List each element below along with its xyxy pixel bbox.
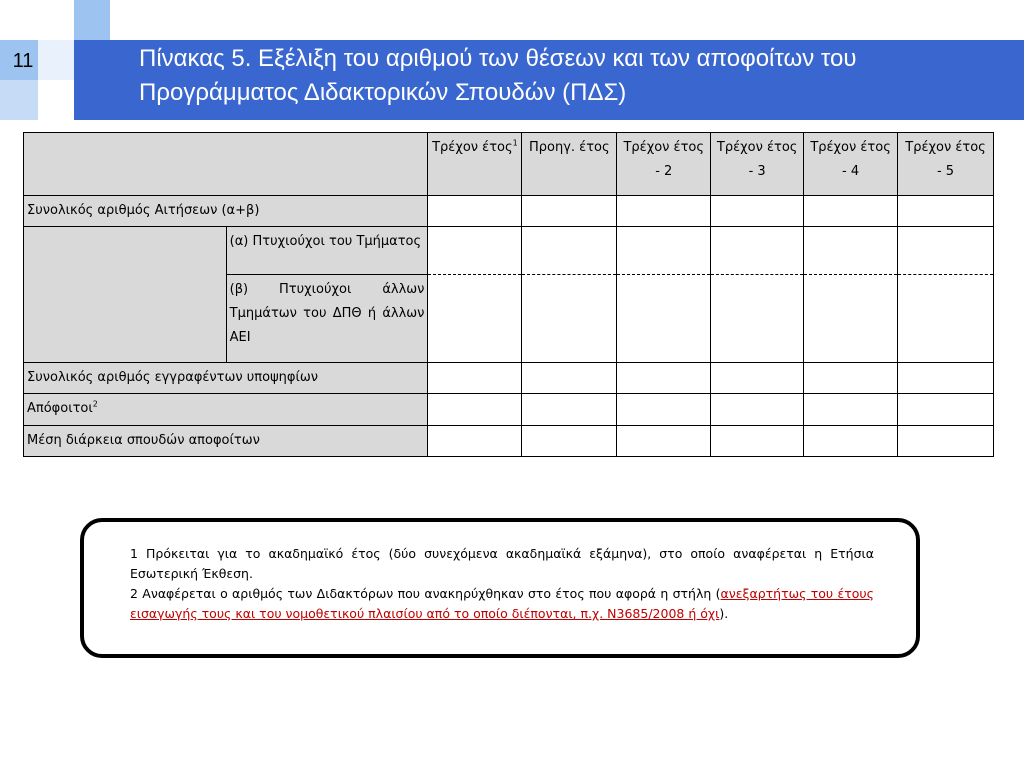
table-cell	[711, 363, 804, 394]
table-cell	[522, 275, 617, 363]
table-cell	[522, 394, 617, 426]
data-table	[23, 132, 994, 457]
decor-square-lower	[0, 80, 38, 120]
table-cell	[617, 426, 711, 457]
table-cell	[711, 426, 804, 457]
row-label-enrolled: Συνολικός αριθμός εγγραφέντων υποψηφίων	[24, 363, 428, 394]
decor-square-top	[74, 0, 110, 40]
column-header: Τρέχον έτος - 4	[804, 133, 898, 196]
table-cell	[617, 363, 711, 394]
footnote-2-highlight: ανεξαρτήτως του έτους εισαγωγής τους και του νομοθετικού πλαισίου από το οποίο διέπονται, π.χ. Ν3685/2008 ή όχι	[130, 586, 874, 621]
table-cell	[898, 363, 994, 394]
header-corner-cell	[24, 133, 428, 196]
slide-title: Πίνακας 5. Εξέλιξη του αριθμού των θέσεων και των αποφοίτων του Προγράμματος Διδακτορικών Σπουδών (ΠΔΣ)	[139, 45, 857, 106]
column-header: Τρέχον έτος$^1$	[428, 133, 522, 196]
row-label-total-applications: Συνολικός αριθμός Αιτήσεων (α+β)	[24, 196, 428, 227]
row-label-graduates: Απόφοιτοι$^2$	[24, 394, 428, 426]
column-header: Τρέχον έτος - 5	[898, 133, 994, 196]
table-cell	[617, 394, 711, 426]
table-cell	[804, 426, 898, 457]
table-row	[24, 426, 994, 457]
table-cell	[898, 426, 994, 457]
table-cell	[804, 275, 898, 363]
footnote-box	[80, 518, 920, 658]
table-cell	[804, 196, 898, 227]
header-row	[24, 133, 994, 196]
table-cell	[898, 227, 994, 275]
row-group-empty-cell	[24, 227, 227, 363]
footnote-1: 1 Πρόκειται για το ακαδημαϊκό έτος (δύο συνεχόμενα ακαδημαϊκά εξάμηνα), στο οποίο αναφέρεται η Ετήσια Εσωτερική Έκθεση.	[130, 546, 874, 581]
slide-number: 11	[12, 50, 34, 72]
footnote-2: 2 Αναφέρεται ο αριθμός των Διδακτόρων που ανακηρύχθηκαν στο έτος που αφορά η στήλη (ανεξαρτήτως του έτους εισαγωγής τους και του νομοθετικού πλαισίου από το οποίο διέπονται, π.χ. Ν3685/2008 ή όχι).	[130, 586, 874, 621]
table-cell	[898, 275, 994, 363]
row-label-sub-a: (α) Πτυχιούχοι του Τμήματος	[226, 227, 428, 275]
column-header: Τρέχον έτος - 3	[711, 133, 804, 196]
table-cell	[804, 227, 898, 275]
table-cell	[522, 196, 617, 227]
decor-square-mid	[38, 40, 74, 80]
table-cell	[711, 275, 804, 363]
table-cell	[898, 196, 994, 227]
table-cell	[617, 227, 711, 275]
table-row	[24, 196, 994, 227]
table-cell	[898, 394, 994, 426]
table-cell	[617, 275, 711, 363]
table-cell	[428, 275, 522, 363]
table-cell	[428, 363, 522, 394]
table-row	[24, 227, 994, 275]
table-cell	[522, 363, 617, 394]
table-cell	[428, 426, 522, 457]
table-cell	[711, 196, 804, 227]
table-row	[24, 394, 994, 426]
table-row	[24, 363, 994, 394]
table-cell	[617, 196, 711, 227]
row-label-avg-duration: Μέση διάρκεια σπουδών αποφοίτων	[24, 426, 428, 457]
table-cell	[804, 394, 898, 426]
table-cell	[711, 227, 804, 275]
row-label-sub-b: (β) Πτυχιούχοι άλλων Τμημάτων του ΔΠΘ ή άλλων ΑΕΙ	[226, 275, 428, 363]
table-cell	[522, 426, 617, 457]
table-cell	[804, 363, 898, 394]
table-cell	[428, 227, 522, 275]
table-cell	[428, 196, 522, 227]
column-header: Τρέχον έτος - 2	[617, 133, 711, 196]
table-cell	[711, 394, 804, 426]
table-cell	[428, 394, 522, 426]
column-header: Προηγ. έτος	[522, 133, 617, 196]
footnote-text	[130, 544, 874, 624]
table-cell	[522, 227, 617, 275]
